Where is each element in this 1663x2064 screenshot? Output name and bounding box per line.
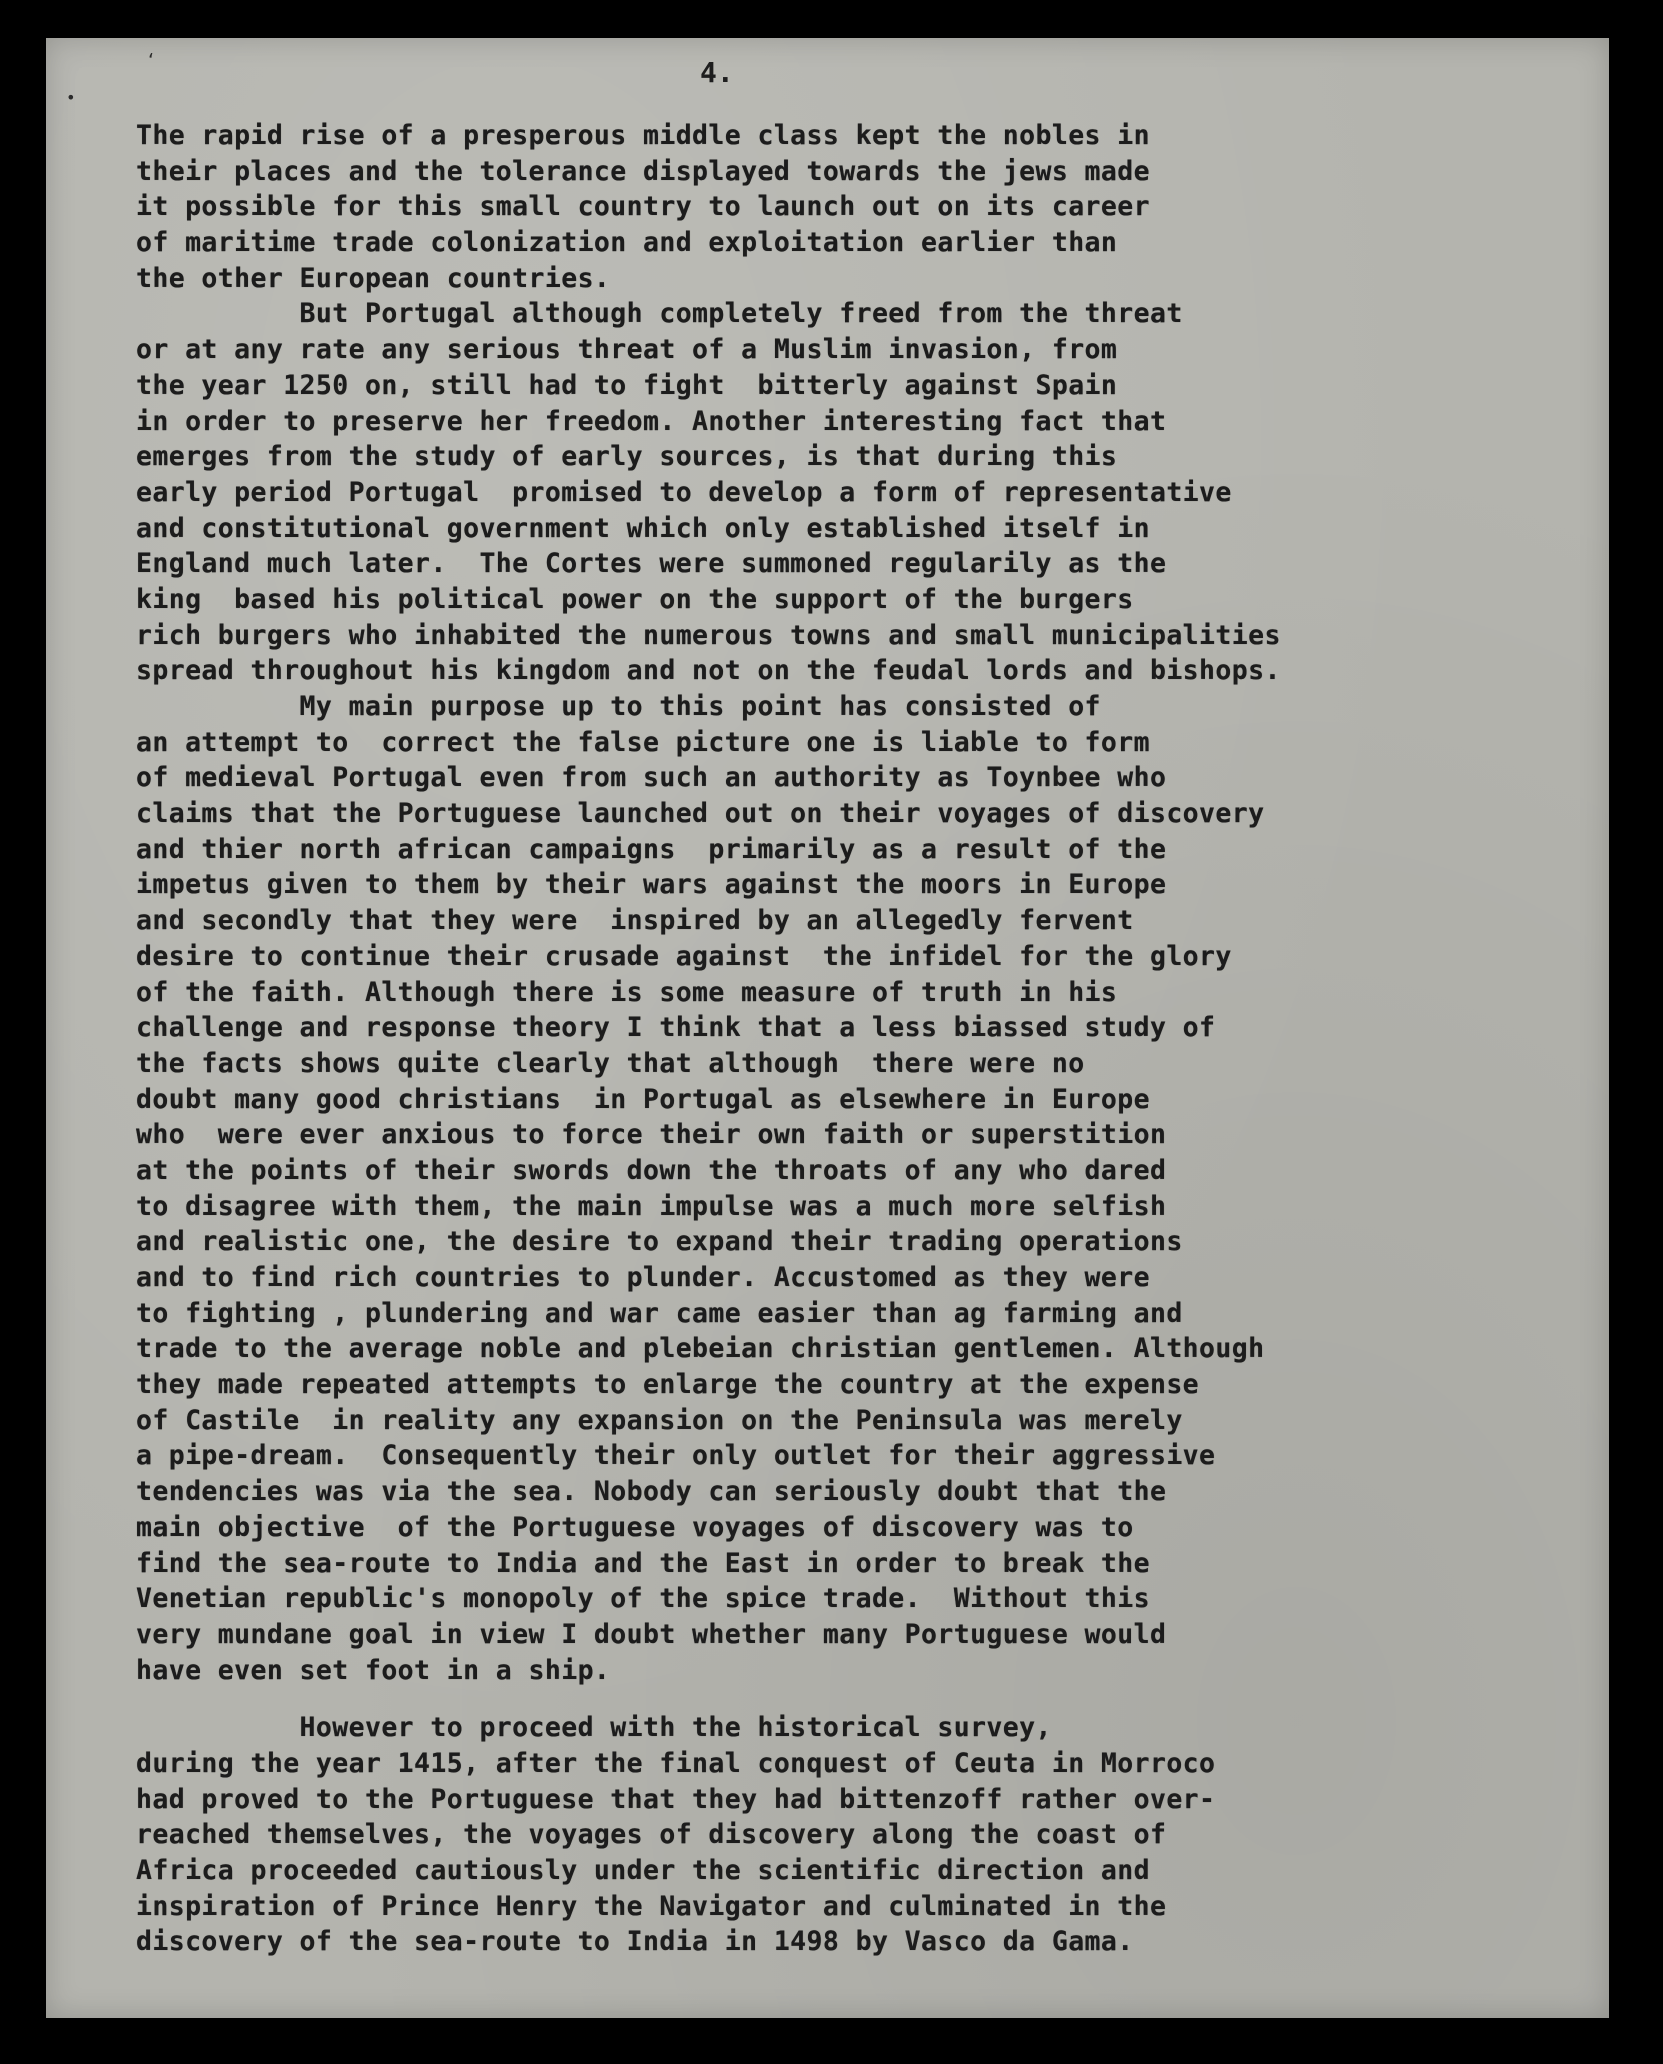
text-line: tendencies was via the sea. Nobody can seriously doubt that the: [136, 1476, 1167, 1508]
text-line: The rapid rise of a presperous middle class kept the nobles in: [136, 120, 1150, 151]
text-line: Venetian republic's monopoly of the spice trade. Without this: [136, 1583, 1150, 1615]
text-line: the other European countries.: [136, 262, 611, 294]
text-line: claims that the Portuguese launched out on their voyages of discovery: [136, 798, 1265, 830]
text-line: very mundane goal in view I doubt whether many Portuguese would: [136, 1618, 1167, 1650]
text-line: the year 1250 on, still had to fight bitterly against Spain: [136, 369, 1118, 401]
text-line: main objective of the Portuguese voyages of discovery was to: [136, 1511, 1134, 1543]
text-line: My main purpose up to this point has consisted of: [136, 691, 1101, 722]
stray-mark: •: [66, 88, 76, 107]
text-line: But Portugal although completely freed from the threat: [136, 298, 1183, 330]
text-line: of the faith. Although there is some measure of truth in his: [136, 976, 1118, 1008]
text-line: have even set foot in a ship.: [136, 1654, 611, 1686]
text-line: doubt many good christians in Portugal as elsewhere in Europe: [136, 1083, 1150, 1115]
text-line: an attempt to correct the false picture one is liable to form: [136, 726, 1150, 758]
text-line: in order to preserve her freedom. Another interesting fact that: [136, 405, 1167, 437]
text-line: at the points of their swords down the throats of any who dared: [136, 1154, 1167, 1186]
text-line: challenge and response theory I think that a less biassed study of: [136, 1012, 1216, 1044]
text-line: Africa proceeded cautiously under the scientific direction and: [136, 1855, 1150, 1886]
paragraph: [136, 296, 1556, 689]
text-line: a pipe-dream. Consequently their only outlet for their aggressive: [136, 1440, 1216, 1472]
text-line: of maritime trade colonization and exploitation earlier than: [136, 227, 1118, 259]
text-line: of Castile in reality any expansion on the Peninsula was merely: [136, 1404, 1183, 1436]
paragraph: [136, 118, 1556, 296]
text-line: trade to the average noble and plebeian christian gentlemen. Although: [136, 1333, 1265, 1365]
text-line: and secondly that they were inspired by an allegedly fervent: [136, 905, 1134, 937]
stray-mark: ‘: [146, 50, 156, 69]
text-line: of medieval Portugal even from such an authority as Toynbee who: [136, 762, 1167, 794]
text-line: king based his political power on the support of the burgers: [136, 583, 1134, 615]
text-line: it possible for this small country to launch out on its career: [136, 191, 1150, 223]
text-line: and thier north african campaigns primarily as a result of the: [136, 833, 1167, 865]
text-line: and to find rich countries to plunder. Accustomed as they were: [136, 1262, 1150, 1293]
paragraph-gap: [136, 1688, 1556, 1710]
text-line: and constitutional government which only established itself in: [136, 512, 1150, 544]
text-line: reached themselves, the voyages of discovery along the coast of: [136, 1819, 1167, 1851]
text-line: discovery of the sea-route to India in 1498 by Vasco da Gama.: [136, 1926, 1134, 1958]
text-line: to disagree with them, the main impulse was a much more selfish: [136, 1190, 1167, 1222]
text-line: emerges from the study of early sources, is that during this: [136, 441, 1118, 473]
text-line: they made repeated attempts to enlarge the country at the expense: [136, 1369, 1200, 1401]
text-line: find the sea-route to India and the East in order to break the: [136, 1547, 1150, 1579]
text-line: early period Portugal promised to develop a form of representative: [136, 476, 1232, 508]
document-body: [136, 118, 1556, 1960]
text-line: impetus given to them by their wars against the moors in Europe: [136, 869, 1167, 901]
text-line: the facts shows quite clearly that although there were no: [136, 1047, 1085, 1079]
text-line: their places and the tolerance displayed towards the jews made: [136, 155, 1150, 187]
text-line: inspiration of Prince Henry the Navigator and culminated in the: [136, 1890, 1167, 1922]
text-line: had proved to the Portuguese that they had bittenzoff rather over-: [136, 1783, 1216, 1815]
text-line: rich burgers who inhabited the numerous towns and small municipalities: [136, 619, 1281, 651]
text-line: or at any rate any serious threat of a Muslim invasion, from: [136, 334, 1118, 366]
text-line: and realistic one, the desire to expand their trading operations: [136, 1226, 1183, 1258]
text-line: spread throughout his kingdom and not on the feudal lords and bishops.: [136, 655, 1281, 687]
text-line: who were ever anxious to force their own faith or superstition: [136, 1119, 1167, 1151]
text-line: to fighting , plundering and war came easier than ag farming and: [136, 1297, 1183, 1329]
text-line: England much later. The Cortes were summoned regularily as the: [136, 548, 1167, 580]
paragraph: [136, 1710, 1556, 1960]
text-line: desire to continue their crusade against the infidel for the glory: [136, 940, 1232, 972]
text-line: However to proceed with the historical survey,: [136, 1712, 1052, 1744]
paragraph: [136, 689, 1556, 1688]
text-line: during the year 1415, after the final conquest of Ceuta in Morroco: [136, 1747, 1216, 1779]
page-number: 4.: [700, 56, 734, 89]
